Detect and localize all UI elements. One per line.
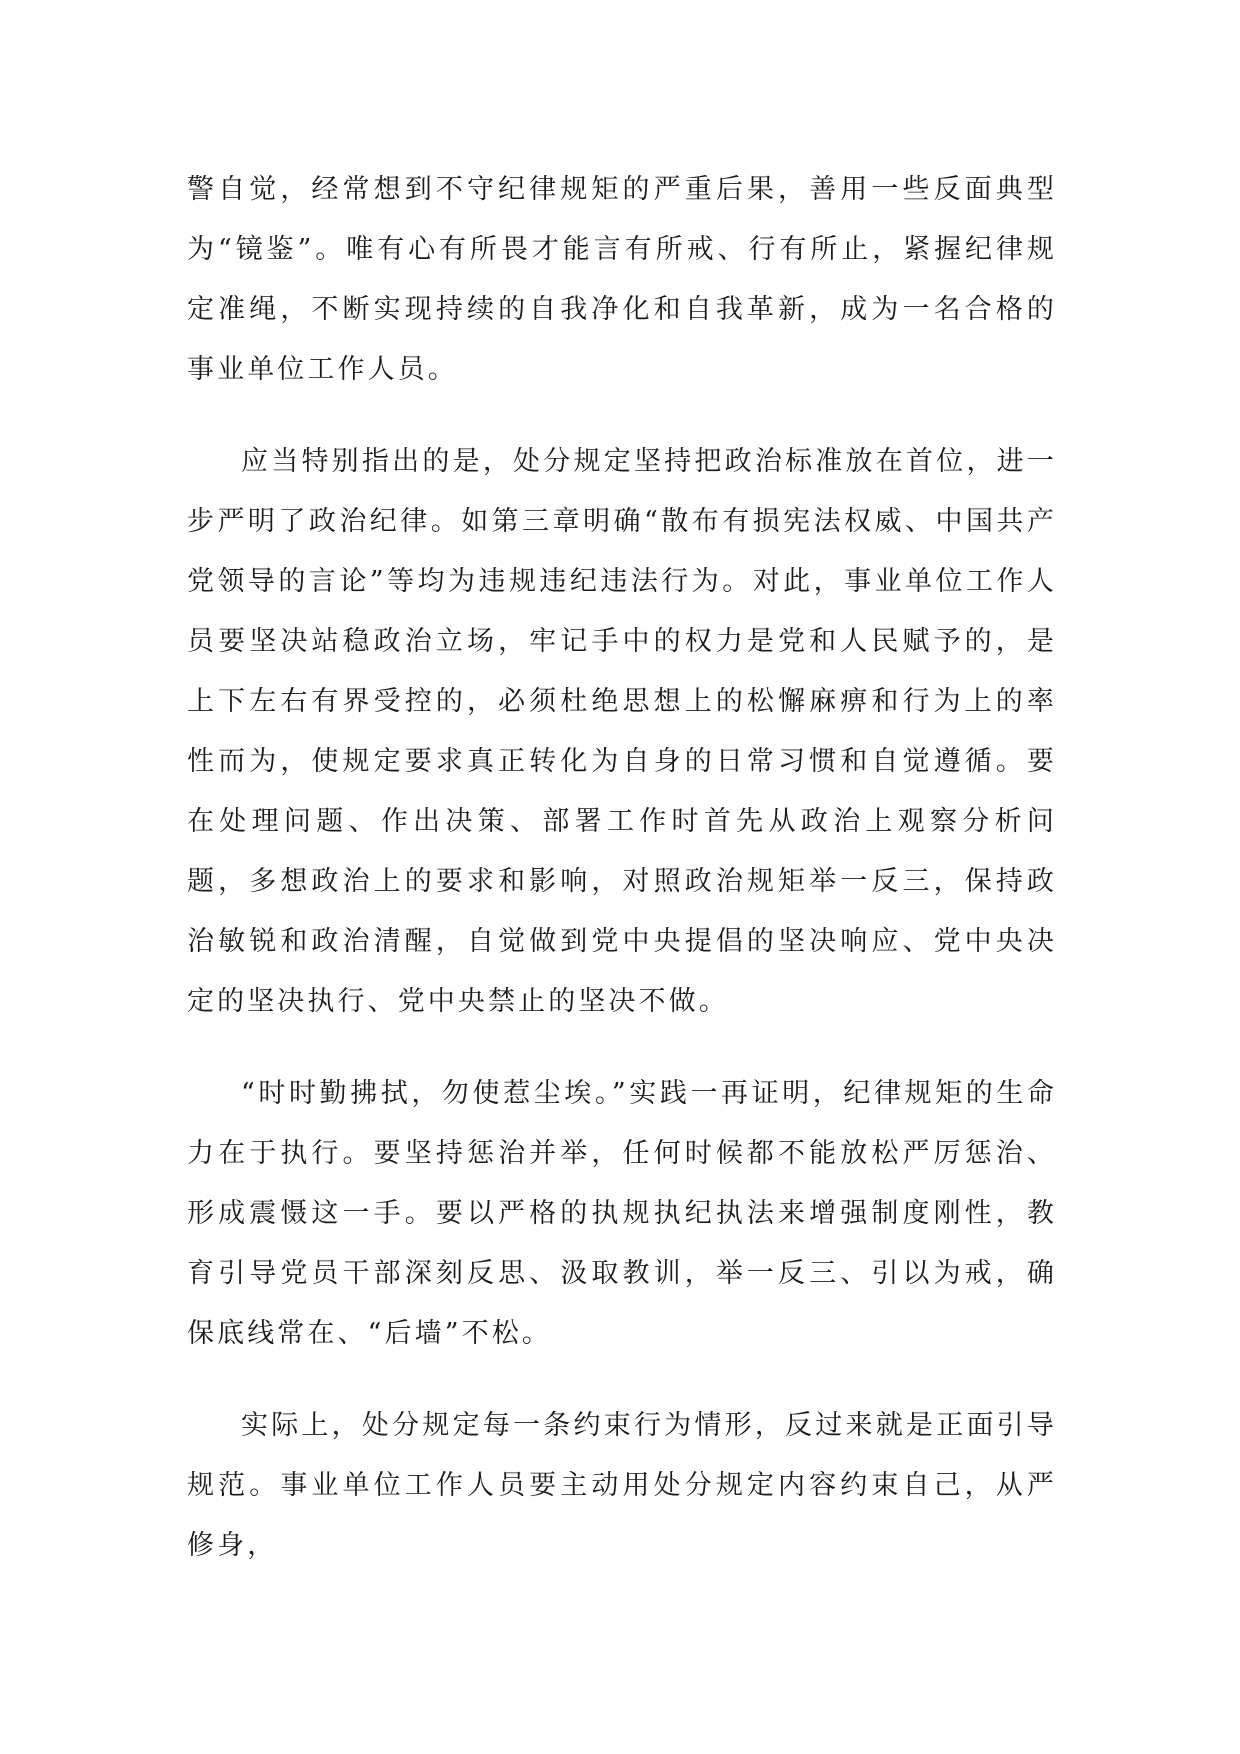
paragraph-political-discipline: 应当特别指出的是，处分规定坚持把政治标准放在首位，进一步严明了政治纪律。如第三章明确“散布有损宪法权威、中国共产党领导的言论”等均为违规违纪违法行为。对此，事业单位工作人员要坚决站稳政治立场，牢记手中的权力是党和人民赋予的，是上下左右有界受控的，必须杜绝思想上的松懈麻痹和行为上的率性而为，使规定要求真正转化为自身的日常习惯和自觉遵循。要在处理问题、作出决策、部署工作时首先从政治上观察分析问题，多想政治上的要求和影响，对照政治规矩举一反三，保持政治敏锐和政治清醒，自觉做到党中央提倡的坚决响应、党中央决定的坚决执行、党中央禁止的坚决不做。 <box>187 446 1057 1017</box>
paragraph-continuation: 警自觉，经常想到不守纪律规矩的严重后果，善用一些反面典型为“镜鉴”。唯有心有所畏才能言有所戒、行有所止，紧握纪律规定准绳，不断实现持续的自我净化和自我革新，成为一名合格的事业单位工作人员。 <box>187 174 1057 385</box>
paragraph-positive-guidance: 实际上，处分规定每一条约束行为情形，反过来就是正面引导规范。事业单位工作人员要主动用处分规定内容约束自己，从严修身， <box>187 1410 1057 1561</box>
document-body <box>187 160 1057 1576</box>
paragraph-enforcement: “时时勤拂拭，勿使惹尘埃。”实践一再证明，纪律规矩的生命力在于执行。要坚持惩治并举，任何时候都不能放松严厉惩治、形成震慑这一手。要以严格的执规执纪执法来增强制度刚性，教育引导党员干部深刻反思、汲取教训，举一反三、引以为戒，确保底线常在、“后墙”不松。 <box>187 1078 1057 1349</box>
